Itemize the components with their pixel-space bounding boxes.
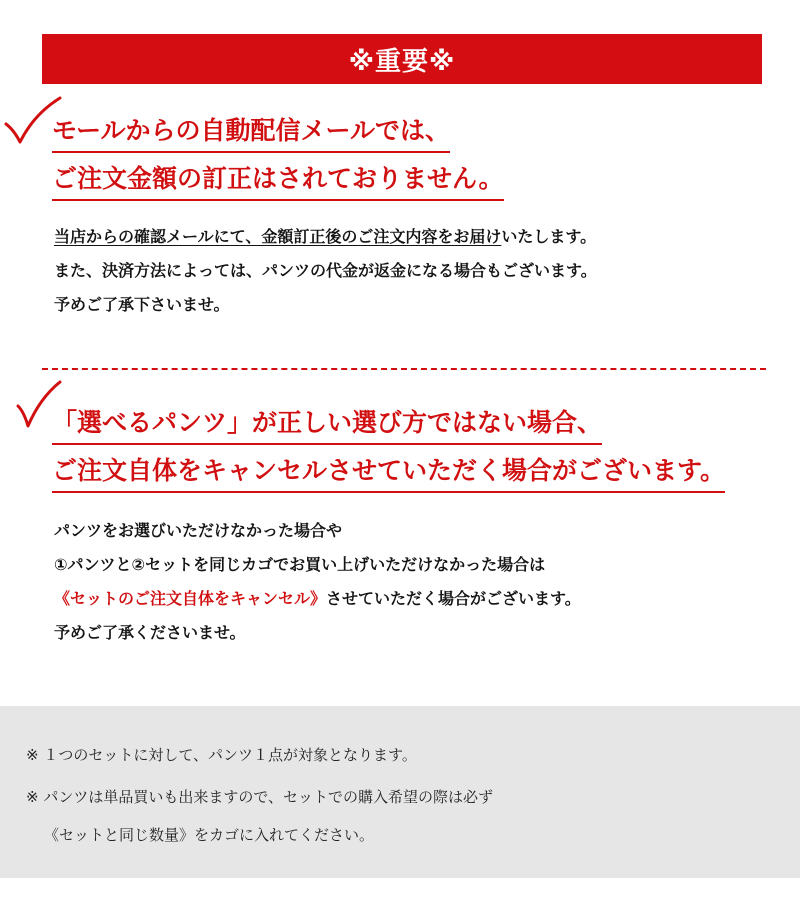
section1-body-line1: 当店からの確認メールにて、金額訂正後のご注文内容をお届けいたします。 bbox=[54, 227, 597, 246]
section2-headline-line2: ご注文自体をキャンセルさせていただく場合がございます。 bbox=[52, 458, 725, 493]
section1-headline-line2: ご注文金額の訂正はされておりません。 bbox=[52, 166, 504, 201]
note-line-2: ※ パンツは単品買いも出来ますので、セットでの購入希望の際は必ず bbox=[26, 788, 494, 806]
dashed-divider bbox=[42, 368, 766, 370]
section1-body bbox=[54, 220, 597, 322]
section2-body-line4: 予めご了承くださいませ。 bbox=[54, 623, 246, 642]
note-line-1: ※ １つのセットに対して、パンツ１点が対象となります。 bbox=[26, 746, 417, 764]
section1-body-line2: また、決済方法によっては、パンツの代金が返金になる場合もございます。 bbox=[54, 261, 597, 280]
note-line-3: 《セットと同じ数量》をカゴに入れてください。 bbox=[44, 826, 375, 844]
section2-headline-line1: 「選べるパンツ」が正しい選び方ではない場合、 bbox=[52, 410, 602, 445]
cancel-warning-text: 《セットのご注文自体をキャンセル》 bbox=[54, 589, 327, 608]
notes-box bbox=[0, 706, 800, 878]
section2-body-line3: 《セットのご注文自体をキャンセル》させていただく場合がございます。 bbox=[54, 589, 581, 608]
section1-headline-line1: モールからの自動配信メールでは、 bbox=[52, 118, 450, 153]
order-confirmation-underlined: 当店からの確認メールにて、金額訂正後のご注文内容をお届け bbox=[54, 227, 502, 246]
important-banner bbox=[42, 34, 762, 84]
section2-body bbox=[54, 514, 581, 650]
section2-body-line1: パンツをお選びいただけなかった場合や bbox=[54, 521, 343, 540]
section1-body-line3: 予めご了承下さいませ。 bbox=[54, 295, 230, 314]
section2-body-line2: ①パンツと②セットを同じカゴでお買い上げいただけなかった場合は bbox=[54, 555, 546, 574]
banner-title: ※重要※ bbox=[348, 46, 456, 77]
